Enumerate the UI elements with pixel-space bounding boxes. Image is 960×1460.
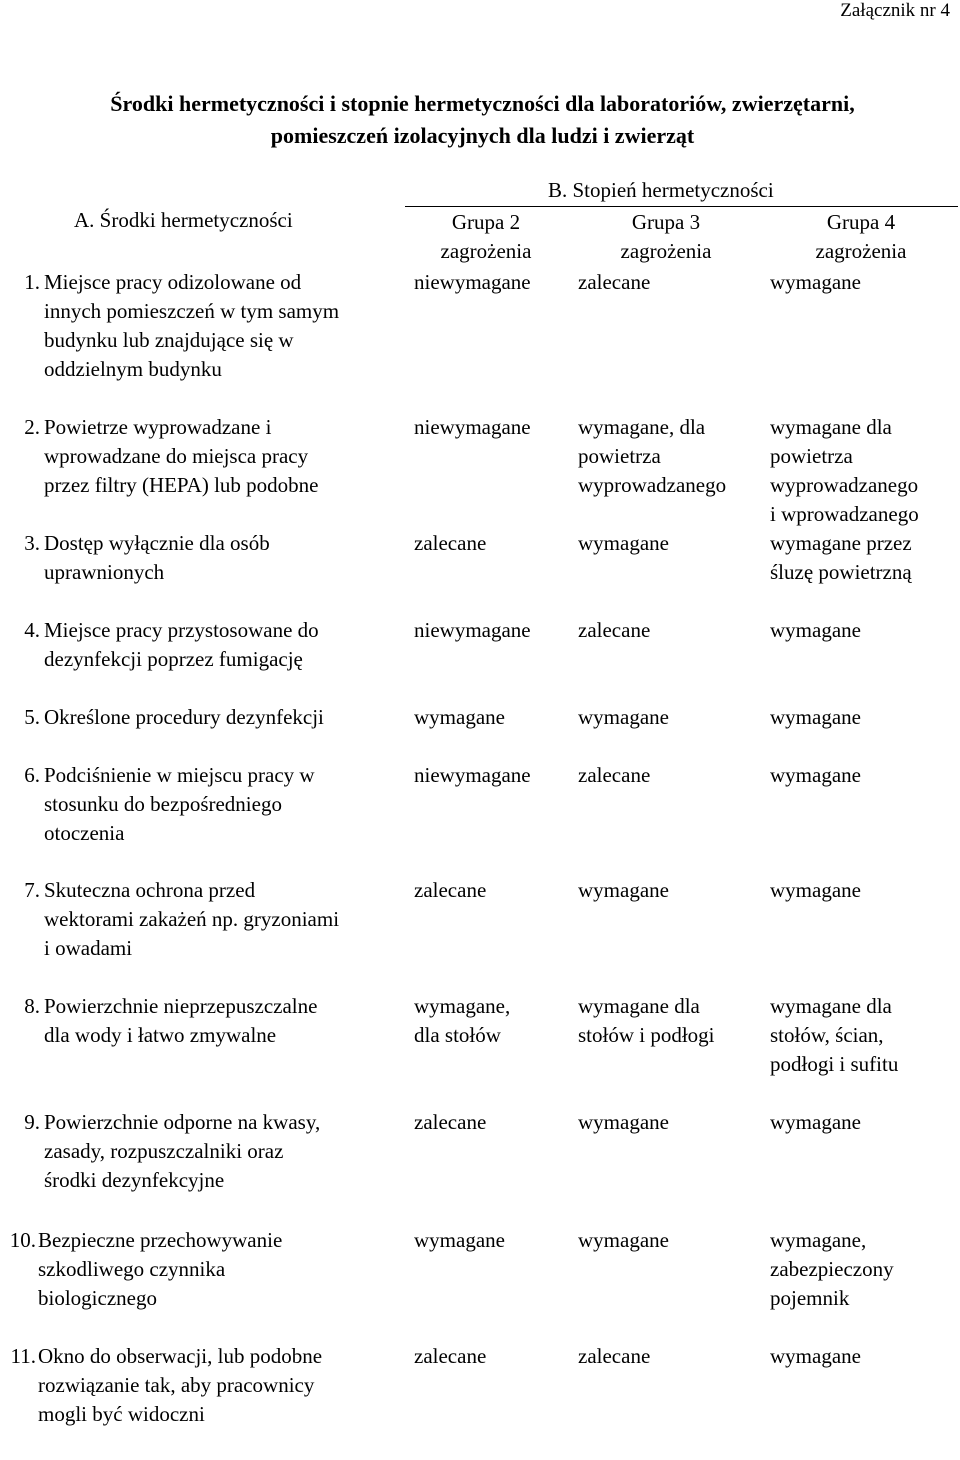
cell-group-3 bbox=[578, 992, 715, 1050]
row-number: 10. bbox=[9, 1228, 36, 1252]
row-number: 6. bbox=[24, 763, 40, 787]
cell-group-4 bbox=[770, 1342, 861, 1371]
row-number: 9. bbox=[24, 1110, 40, 1134]
cell-group-3 bbox=[578, 876, 669, 905]
cell-line: wymagane bbox=[578, 1110, 669, 1134]
cell-group-4 bbox=[770, 268, 861, 297]
cell-group-3 bbox=[578, 1108, 669, 1137]
column-header-group-4 bbox=[795, 208, 927, 266]
cell-group-2 bbox=[414, 703, 505, 732]
row-label-line: budynku lub znajdujące się w bbox=[44, 328, 294, 352]
cell-line: wymagane bbox=[770, 763, 861, 787]
cell-line: wymagane dla bbox=[770, 415, 892, 439]
column-header-group-3 bbox=[600, 208, 732, 266]
row-label-line: wprowadzane do miejsca pracy bbox=[44, 444, 309, 468]
row-label-line: Miejsce pracy odizolowane od bbox=[44, 270, 302, 294]
section-b-divider bbox=[405, 206, 958, 207]
cell-group-3 bbox=[578, 616, 650, 645]
row-label-line: przez filtry (HEPA) lub podobne bbox=[44, 473, 319, 497]
row-number: 7. bbox=[24, 878, 40, 902]
row-label bbox=[44, 876, 414, 963]
row-label bbox=[44, 761, 414, 848]
cell-line: niewymagane bbox=[414, 763, 531, 787]
row-label-line: otoczenia bbox=[44, 821, 125, 845]
cell-group-3 bbox=[578, 1342, 650, 1371]
row-number: 5. bbox=[24, 705, 40, 729]
cell-group-3 bbox=[578, 761, 650, 790]
row-number: 2. bbox=[24, 415, 40, 439]
cell-line: zabezpieczony bbox=[770, 1257, 894, 1281]
cell-line: wymagane bbox=[578, 1228, 669, 1252]
cell-line: niewymagane bbox=[414, 270, 531, 294]
cell-group-2 bbox=[414, 616, 531, 645]
cell-line: śluzę powietrzną bbox=[770, 560, 912, 584]
row-label-line: Powierzchnie odporne na kwasy, bbox=[44, 1110, 321, 1134]
row-label-line: Powierzchnie nieprzepuszczalne bbox=[44, 994, 318, 1018]
cell-line: wyprowadzanego bbox=[578, 473, 727, 497]
row-number: 11. bbox=[10, 1344, 36, 1368]
row-label-line: rozwiązanie tak, aby pracownicy bbox=[38, 1373, 315, 1397]
row-label-line: Powietrze wyprowadzane i bbox=[44, 415, 272, 439]
cell-group-2 bbox=[414, 992, 510, 1050]
column-header-line: zagrożenia bbox=[440, 239, 532, 263]
cell-group-4 bbox=[770, 992, 898, 1079]
row-label-line: i owadami bbox=[44, 936, 133, 960]
cell-line: wymagane bbox=[578, 531, 669, 555]
row-label-line: Dostęp wyłącznie dla osób bbox=[44, 531, 270, 555]
column-header-line: Grupa 4 bbox=[826, 210, 896, 234]
cell-group-3 bbox=[578, 413, 726, 500]
row-label bbox=[44, 268, 414, 384]
row-label-line: dezynfekcji poprzez fumigację bbox=[44, 647, 303, 671]
cell-line: podłogi i sufitu bbox=[770, 1052, 899, 1076]
cell-group-2 bbox=[414, 413, 531, 442]
row-label bbox=[44, 1108, 414, 1195]
column-header-line: Grupa 2 bbox=[451, 210, 521, 234]
cell-line: niewymagane bbox=[414, 415, 531, 439]
row-label-line: Bezpieczne przechowywanie bbox=[38, 1228, 283, 1252]
cell-line: wymagane bbox=[770, 1344, 861, 1368]
row-label-line: biologicznego bbox=[38, 1286, 157, 1310]
row-label-line: wektorami zakażeń np. gryzoniami bbox=[44, 907, 340, 931]
cell-line: wymagane bbox=[578, 705, 669, 729]
cell-group-4 bbox=[770, 529, 912, 587]
document-title bbox=[30, 88, 935, 152]
cell-group-3 bbox=[578, 1226, 669, 1255]
cell-line: zalecane bbox=[414, 878, 487, 902]
row-label-line: zasady, rozpuszczalniki oraz bbox=[44, 1139, 284, 1163]
cell-line: stołów, ścian, bbox=[770, 1023, 884, 1047]
row-label bbox=[44, 992, 414, 1050]
column-header-line: zagrożenia bbox=[815, 239, 907, 263]
row-label-line: stosunku do bezpośredniego bbox=[44, 792, 282, 816]
cell-group-3 bbox=[578, 529, 669, 558]
cell-group-2 bbox=[414, 529, 486, 558]
cell-line: dla stołów bbox=[414, 1023, 501, 1047]
cell-group-2 bbox=[414, 268, 531, 297]
cell-line: wymagane bbox=[770, 618, 861, 642]
section-b-heading: B. Stopień hermetyczności bbox=[548, 178, 774, 202]
row-number: 8. bbox=[24, 994, 40, 1018]
cell-line: wymagane, bbox=[414, 994, 511, 1018]
cell-line: wymagane dla bbox=[578, 994, 700, 1018]
cell-line: zalecane bbox=[578, 618, 651, 642]
cell-group-2 bbox=[414, 761, 531, 790]
row-label-line: szkodliwego czynnika bbox=[38, 1257, 226, 1281]
cell-line: wymagane bbox=[770, 878, 861, 902]
cell-line: i wprowadzanego bbox=[770, 502, 919, 526]
cell-group-4 bbox=[770, 1226, 894, 1313]
cell-line: wymagane przez bbox=[770, 531, 912, 555]
row-label-line: Okno do obserwacji, lub podobne bbox=[38, 1344, 323, 1368]
row-label-line: mogli być widoczni bbox=[38, 1402, 205, 1426]
row-label bbox=[44, 413, 414, 500]
row-label-line: Określone procedury dezynfekcji bbox=[44, 705, 324, 729]
row-number: 3. bbox=[24, 531, 40, 555]
cell-line: powietrza bbox=[578, 444, 661, 468]
row-label-line: innych pomieszczeń w tym samym bbox=[44, 299, 340, 323]
cell-group-3 bbox=[578, 703, 669, 732]
cell-group-2 bbox=[414, 1226, 505, 1255]
cell-group-4 bbox=[770, 616, 861, 645]
cell-line: stołów i podłogi bbox=[578, 1023, 715, 1047]
row-label-line: Skuteczna ochrona przed bbox=[44, 878, 256, 902]
cell-group-4 bbox=[770, 1108, 861, 1137]
row-number: 4. bbox=[24, 618, 40, 642]
row-label-line: Miejsce pracy przystosowane do bbox=[44, 618, 319, 642]
cell-group-2 bbox=[414, 876, 486, 905]
cell-line: wymagane bbox=[414, 1228, 505, 1252]
cell-line: wymagane bbox=[770, 705, 861, 729]
row-label bbox=[44, 529, 414, 587]
row-label-line: uprawnionych bbox=[44, 560, 165, 584]
cell-line: pojemnik bbox=[770, 1286, 850, 1310]
row-label-line: oddzielnym budynku bbox=[44, 357, 222, 381]
row-label bbox=[44, 616, 414, 674]
cell-line: powietrza bbox=[770, 444, 853, 468]
cell-line: wymagane bbox=[578, 878, 669, 902]
cell-line: zalecane bbox=[578, 763, 651, 787]
row-label-line: środki dezynfekcyjne bbox=[44, 1168, 225, 1192]
cell-group-2 bbox=[414, 1108, 486, 1137]
cell-line: wymagane bbox=[770, 270, 861, 294]
cell-line: wymagane bbox=[770, 1110, 861, 1134]
row-label bbox=[38, 1342, 408, 1429]
cell-line: wymagane dla bbox=[770, 994, 892, 1018]
cell-group-3 bbox=[578, 268, 650, 297]
annex-label: Załącznik nr 4 bbox=[840, 0, 950, 21]
row-number: 1. bbox=[24, 270, 40, 294]
cell-line: zalecane bbox=[578, 270, 651, 294]
cell-group-4 bbox=[770, 761, 861, 790]
cell-line: zalecane bbox=[578, 1344, 651, 1368]
cell-line: zalecane bbox=[414, 531, 487, 555]
title-line-1: Środki hermetyczności i stopnie hermetyczności dla laboratoriów, zwierzętarni, bbox=[110, 91, 855, 116]
column-header-line: Grupa 3 bbox=[631, 210, 701, 234]
column-header-group-2 bbox=[420, 208, 552, 266]
cell-line: zalecane bbox=[414, 1110, 487, 1134]
title-line-2: pomieszczeń izolacyjnych dla ludzi i zwierząt bbox=[270, 123, 695, 148]
column-header-line: zagrożenia bbox=[620, 239, 712, 263]
row-label-line: dla wody i łatwo zmywalne bbox=[44, 1023, 277, 1047]
cell-line: wyprowadzanego bbox=[770, 473, 919, 497]
cell-group-4 bbox=[770, 703, 861, 732]
cell-line: wymagane, bbox=[770, 1228, 867, 1252]
cell-group-4 bbox=[770, 876, 861, 905]
cell-line: zalecane bbox=[414, 1344, 487, 1368]
cell-group-4 bbox=[770, 413, 919, 529]
section-a-heading: A. Środki hermetyczności bbox=[74, 208, 293, 232]
cell-group-2 bbox=[414, 1342, 486, 1371]
row-label-line: Podciśnienie w miejscu pracy w bbox=[44, 763, 315, 787]
row-label bbox=[38, 1226, 408, 1313]
cell-line: wymagane, dla bbox=[578, 415, 706, 439]
cell-line: wymagane bbox=[414, 705, 505, 729]
row-label bbox=[44, 703, 414, 732]
cell-line: niewymagane bbox=[414, 618, 531, 642]
